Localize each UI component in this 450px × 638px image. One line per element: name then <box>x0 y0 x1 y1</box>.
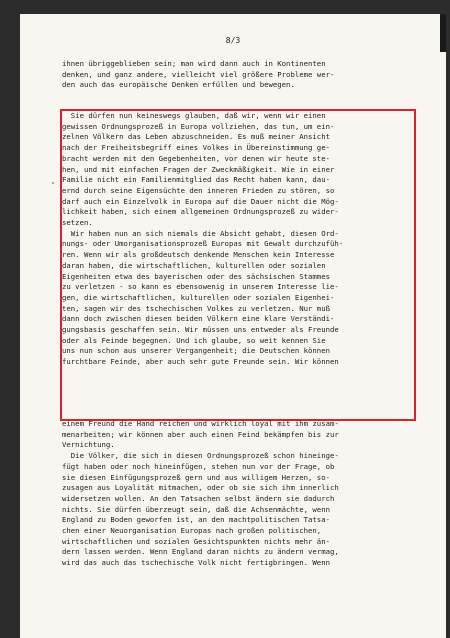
paragraph-highlighted <box>62 111 412 368</box>
text-line: gungsbasis geschaffen sein. Wir müssen uns entweder als Freunde <box>62 325 339 335</box>
text-line: wirtschaftlichen und sozialen Gesichtspunkten nichts mehr än- <box>62 536 330 546</box>
text-line: widersetzen wollen. An den Tatsachen selbst ändern sie dadurch <box>62 493 335 503</box>
text-line: den auch das europäische Denken erfüllen und bewegen. <box>62 80 295 90</box>
text-line: nichts. Sie dürfen überzeugt sein, daß die Achsenmächte, wenn <box>62 504 330 514</box>
text-line: dern lassen werden. Wenn England daran nichts zu ändern vermag, <box>62 547 339 557</box>
text-line: ren. Wenn wir als großdeutsch denkende Menschen kein Interesse <box>62 250 335 260</box>
text-line: darf auch ein Einzelvolk in Europa auf die Dauer nicht die Mög- <box>62 196 339 206</box>
paragraph-top <box>62 59 412 91</box>
text-line: wird das auch das tschechische Volk nicht fertigbringen. Wenn <box>62 558 330 568</box>
page-number: 8/3 <box>225 36 241 45</box>
text-line: denken, und ganz andere, vielleicht viel größere Probleme wer- <box>62 69 335 79</box>
text-line: Vernichtung. <box>62 440 115 450</box>
text-line: zelnen Völkern das Leben abzuschneiden. Es muß meiner Ansicht <box>62 132 330 142</box>
text-line: bracht werden mit den Gegebenheiten, vor denen wir heute ste- <box>62 153 330 163</box>
text-line: gen, die wirtschaftlichen, kulturellen oder sozialen Eigenhei- <box>62 292 335 302</box>
text-line: ernd durch seine Eigensüchte den inneren Frieden zu stören, so <box>62 185 335 195</box>
text-line: uns nun schon aus unserer Vergangenheit; die Deutschen können <box>62 346 330 356</box>
text-line: Eigenheiten etwa des bayerischen oder des sächsischen Stammes <box>62 271 330 281</box>
text-line: Wir haben nun an sich niemals die Absicht gehabt, diesen Ord- <box>62 228 339 238</box>
text-line: lichkeit haben, sich einem allgemeinen Ordnungsprozeß zu wider- <box>62 207 339 217</box>
text-line: England zu Boden geworfen ist, an den machtpolitischen Tatsa- <box>62 515 330 525</box>
text-line: fügt haben oder noch hineinfügen, stehen nun vor der Frage, ob <box>62 461 335 471</box>
text-line: menarbeiten; wir können aber auch einen Feind bekämpfen bis zur <box>62 429 339 439</box>
text-line: zu verletzen - so kann es ebensowenig in unserem Interesse lie- <box>62 282 339 292</box>
text-line: gewissen Ordnungsprozeß in Europa vollziehen, das tun, um ein- <box>62 121 335 131</box>
paragraph-lower <box>62 419 412 569</box>
text-line: Familie nicht ein Familienmitglied das Recht haben kann, dau- <box>62 175 330 185</box>
text-line: zusagen aus Loyalität mitmachen, oder ob sie sich ihm innerlich <box>62 483 339 493</box>
text-line: hen, und mit einfachen Fragen der Zweckmäßigkeit. Wie in einer <box>62 164 335 174</box>
text-line: sie diesen Einfügungsprozeß gern und aus willigem Herzen, so- <box>62 472 330 482</box>
text-line: einem Freund die Hand reichen und wirklich loyal mit ihm zusam- <box>62 419 339 428</box>
text-line: dann doch zwischen diesen beiden Völkern eine klare Verständi- <box>62 314 335 324</box>
text-line: Die Völker, die sich in diesen Ordnungsprozeß schon hineinge- <box>62 451 339 461</box>
text-line: setzen. <box>62 218 93 228</box>
text-line: oder als Feinde begegnen. Und ich glaube, so weit kennen Sie <box>62 335 326 345</box>
text-line: nach der Freiheitsbegriff eines Volkes in Übereinstimmung ge- <box>62 143 330 153</box>
text-line: nungs- oder Umorganisationsprozeß Europas mit Gewalt durchzufüh- <box>62 239 344 249</box>
scan-edge <box>440 14 446 52</box>
text-line: furchtbare Feinde, aber auch sehr gute Freunde sein. Wir können <box>62 357 339 367</box>
text-line: chen einer Neuorganisation Europas nach großen politischen, <box>62 526 322 536</box>
text-line: ihnen übriggeblieben sein; man wird dann auch in Kontinenten <box>62 59 326 68</box>
margin-mark <box>52 182 54 184</box>
text-line: Sie dürfen nun keineswegs glauben, daß wir, wenn wir einen <box>62 111 326 120</box>
text-line: daran haben, die wirtschaftlichen, kulturellen oder sozialen <box>62 260 326 270</box>
document-page <box>20 14 446 638</box>
text-line: ten, sagen wir des tschechischen Volkes zu verletzen. Nur muß <box>62 303 330 313</box>
